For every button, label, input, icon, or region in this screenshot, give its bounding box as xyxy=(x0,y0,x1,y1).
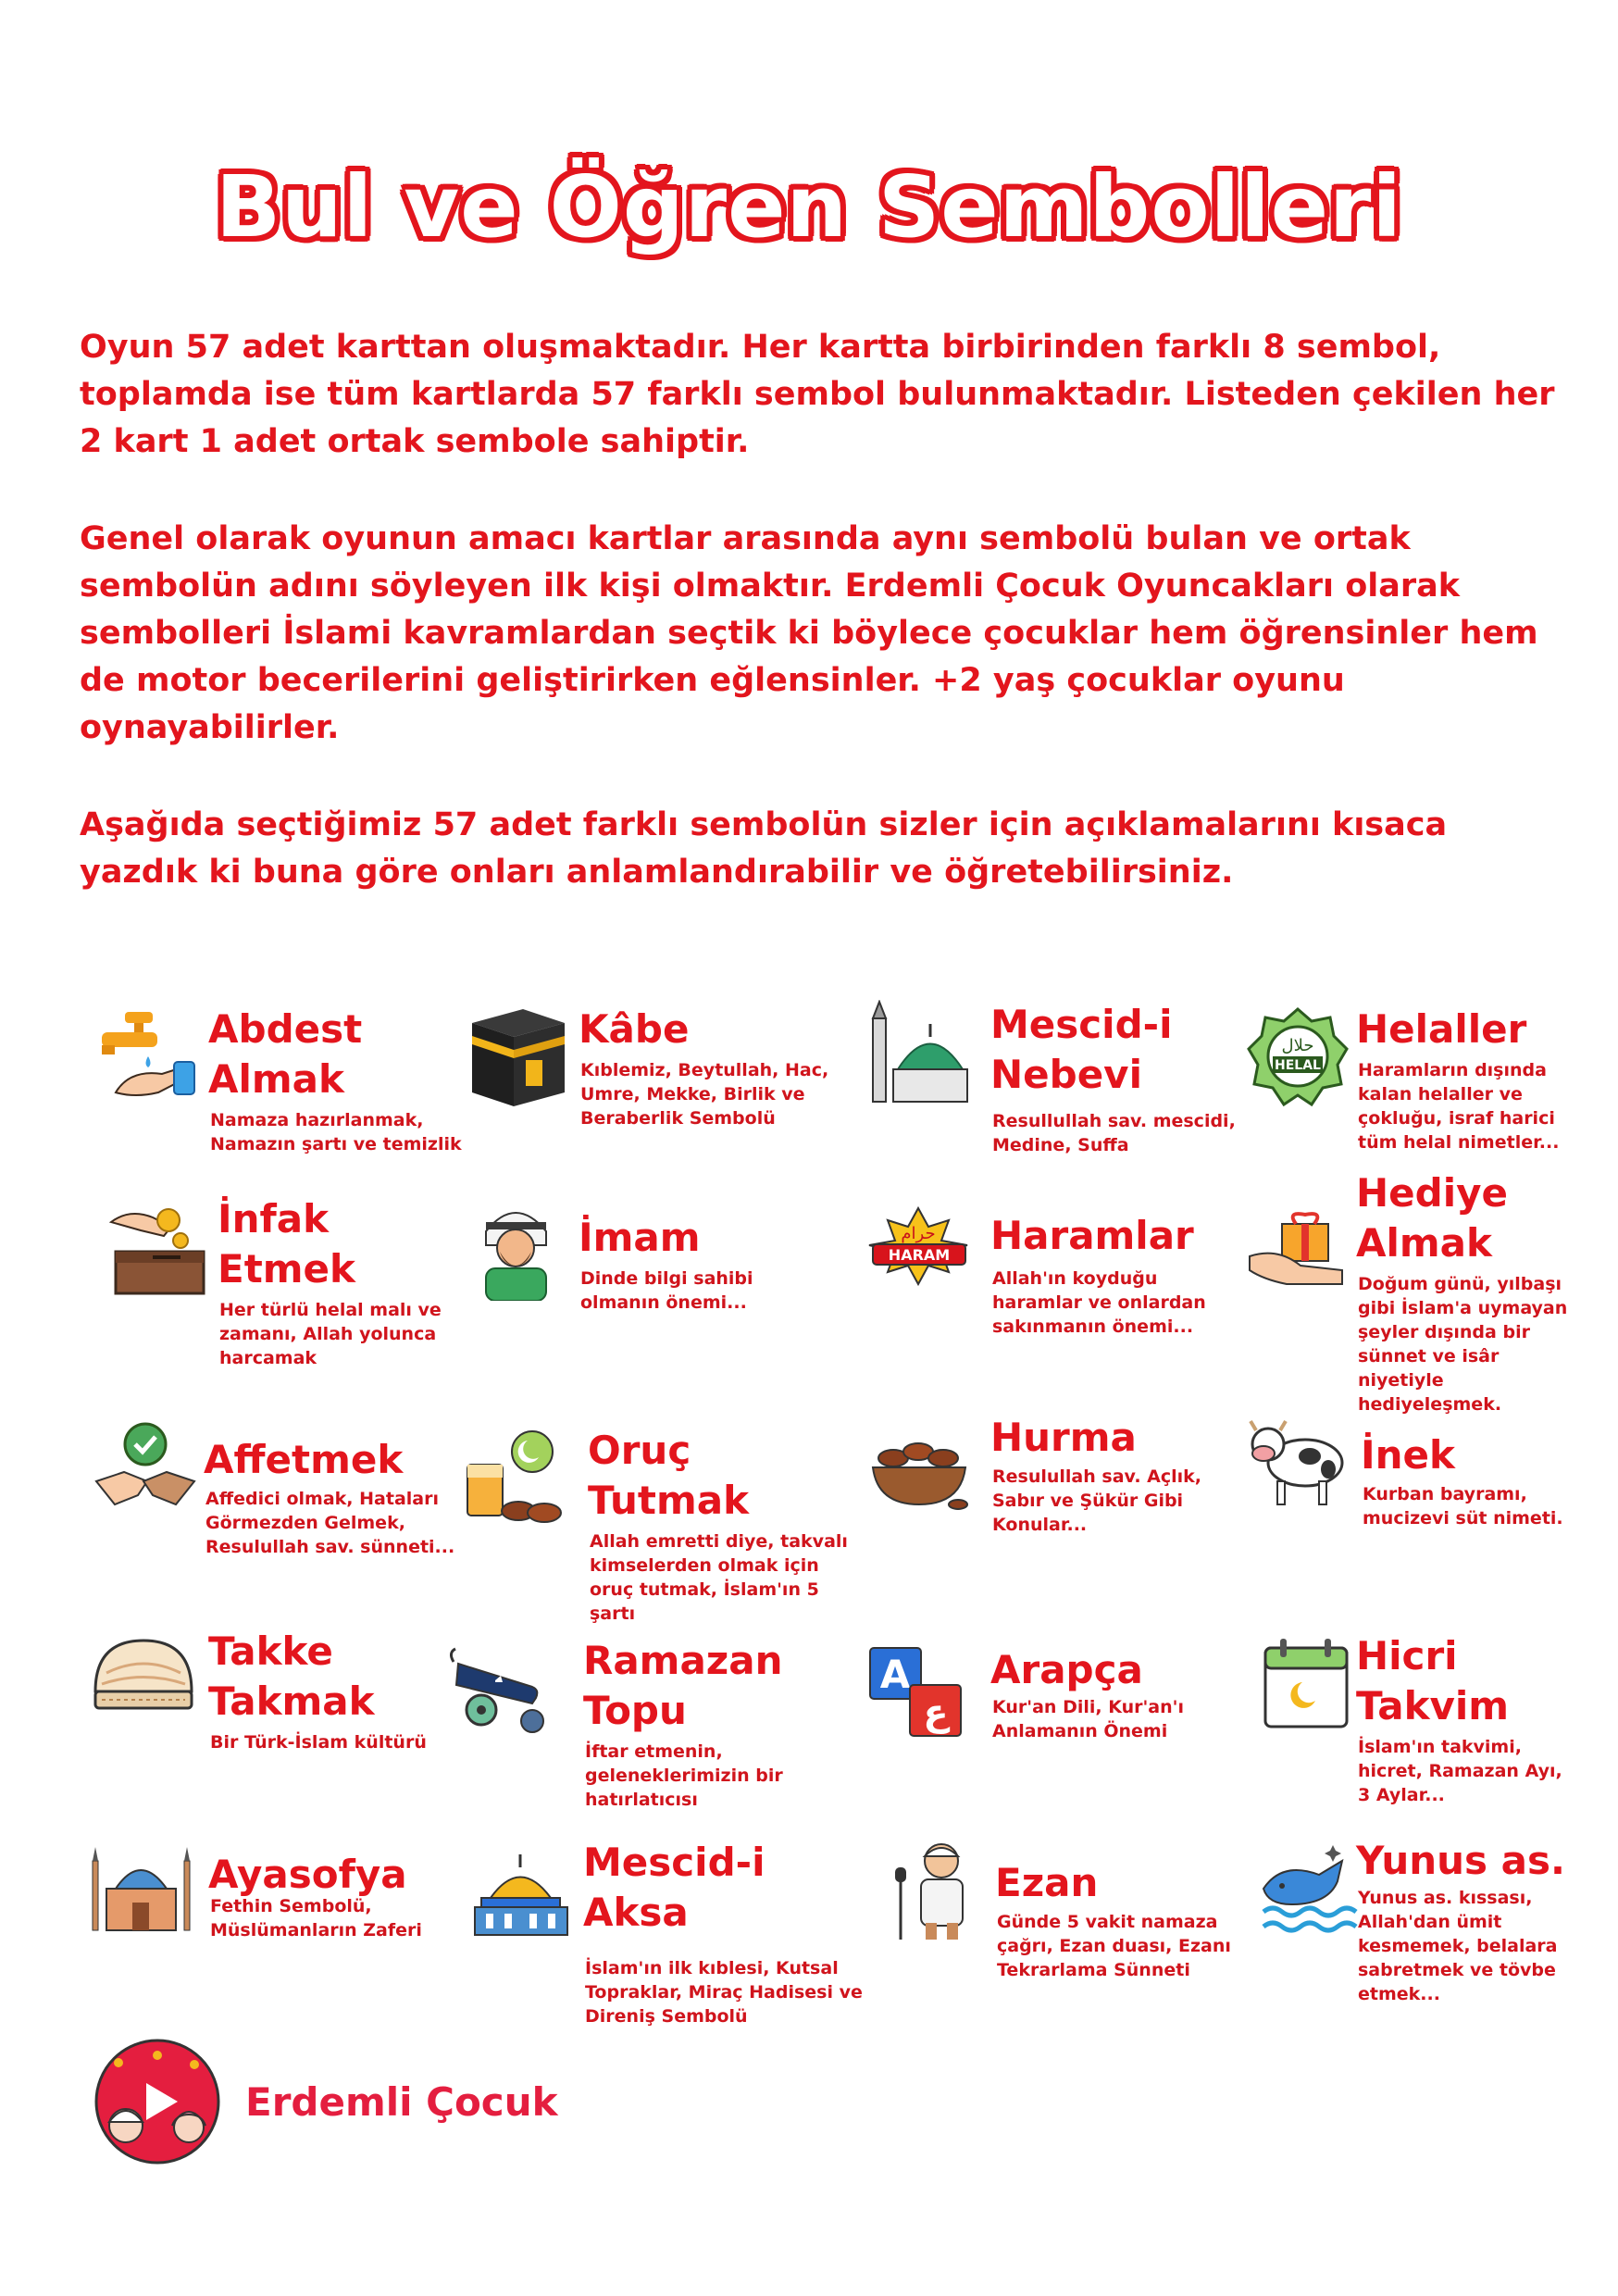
symbol-card-ayasofya xyxy=(88,1842,458,2018)
skullcap-icon xyxy=(88,1627,194,1733)
symbol-description: Bir Türk-İslam kültürü xyxy=(210,1732,427,1753)
cow-icon xyxy=(1245,1412,1351,1518)
symbol-description: Yunus as. kıssası, Allah'dan ümit kesmemek, belalara sabretmek ve tövbe etmek... xyxy=(1358,1888,1558,2004)
symbol-card-mescid-i-nebevi xyxy=(865,1000,1236,1176)
symbol-name: Ezan xyxy=(995,1860,1099,1905)
handshake-icon xyxy=(93,1416,199,1523)
dates-bowl-icon xyxy=(865,1416,972,1523)
symbol-name: Oruç Tutmak xyxy=(588,1428,750,1523)
symbol-name: Takke Takmak xyxy=(208,1628,375,1724)
svg-text:A: A xyxy=(879,1652,911,1697)
symbol-name: İnek xyxy=(1361,1432,1455,1478)
symbol-card-mescid-i-aksa xyxy=(467,1840,863,2027)
symbol-card-helaller xyxy=(1245,1004,1615,1180)
symbol-description: Doğum günü, yılbaşı gibi İslam'a uymayan şeyler dışında bir sünnet ve isâr niyetiyle hediyeleşmek. xyxy=(1358,1274,1568,1415)
symbol-card-ramazan-topu xyxy=(444,1636,815,1812)
symbol-description: İftar etmenin, geleneklerimizin bir hatırlatıcısı xyxy=(585,1741,783,1810)
symbol-name: Ramazan Topu xyxy=(583,1638,783,1733)
symbol-name: Mescid-i Nebevi xyxy=(990,1002,1173,1097)
svg-text:حرام: حرام xyxy=(901,1224,936,1243)
symbol-description: Resulullah sav. Açlık, Sabır ve Şükür Gibi Konular... xyxy=(992,1466,1202,1535)
symbol-description: Resullullah sav. mescidi, Medine, Suffa xyxy=(992,1111,1236,1155)
symbol-card-kabe xyxy=(463,1004,833,1180)
symbol-description: Namaza hazırlanmak, Namazın şartı ve temizlik xyxy=(210,1110,462,1154)
haram-sign-icon xyxy=(865,1194,972,1301)
svg-text:ع: ع xyxy=(923,1691,949,1734)
green-dome-icon xyxy=(865,1000,972,1106)
calendar-icon xyxy=(1254,1631,1361,1738)
symbol-card-hurma xyxy=(865,1416,1236,1592)
symbol-name: Mescid-i Aksa xyxy=(583,1840,765,1935)
symbol-card-abdest xyxy=(93,1004,463,1180)
cannon-icon xyxy=(444,1636,551,1742)
symbol-name: Arapça xyxy=(990,1647,1143,1692)
symbol-name: Yunus as. xyxy=(1356,1838,1565,1883)
symbol-card-oruc xyxy=(463,1426,848,1624)
symbol-description: Dinde bilgi sahibi olmanın önemi... xyxy=(580,1268,753,1313)
symbol-name: Haramlar xyxy=(990,1213,1194,1258)
symbol-description: Allah'ın koyduğu haramlar ve onlardan sakınmanın önemi... xyxy=(992,1268,1206,1337)
symbol-card-ezan xyxy=(884,1838,1254,2014)
symbol-description: Affedici olmak, Hataları Görmezden Gelmek, Resulullah sav. sünneti... xyxy=(205,1489,455,1557)
symbol-card-affetmek xyxy=(93,1416,463,1592)
svg-text:HARAM: HARAM xyxy=(888,1246,951,1264)
symbol-card-haramlar xyxy=(865,1194,1236,1370)
symbol-description: Haramların dışında kalan helaller ve çokluğu, israf harici tüm helal nimetler... xyxy=(1358,1060,1560,1153)
symbol-name: Hediye Almak xyxy=(1356,1170,1508,1266)
symbol-description: Kıblemiz, Beytullah, Hac, Umre, Mekke, Birlik ve Beraberlik Sembolü xyxy=(580,1060,829,1129)
page-title: Bul ve Öğren Sembolleri xyxy=(216,157,1402,256)
symbol-card-hediye xyxy=(1245,1168,1615,1428)
iftar-icon xyxy=(463,1426,569,1532)
imam-icon xyxy=(463,1194,569,1301)
symbol-name: Kâbe xyxy=(579,1006,690,1052)
symbol-description: Fethin Sembolü, Müslümanların Zaferi xyxy=(210,1896,422,1940)
kaaba-icon xyxy=(463,1004,569,1111)
svg-text:HELAL: HELAL xyxy=(1275,1058,1321,1073)
hagia-sophia-icon xyxy=(88,1842,194,1949)
symbol-name: İmam xyxy=(579,1215,701,1260)
gift-icon xyxy=(1245,1205,1351,1312)
halal-badge-icon xyxy=(1245,1004,1351,1111)
symbol-card-infak xyxy=(102,1194,472,1370)
symbol-card-imam xyxy=(463,1194,833,1370)
symbol-description: Kur'an Dili, Kur'an'ı Anlamanın Önemi xyxy=(992,1697,1184,1741)
symbol-description: Kurban bayramı, mucizevi süt nimeti. xyxy=(1363,1484,1563,1529)
symbol-name: Abdest Almak xyxy=(208,1006,363,1102)
symbol-description: Her türlü helal malı ve zamanı, Allah yolunca harcamak xyxy=(219,1300,442,1368)
symbol-name: Ayasofya xyxy=(208,1852,407,1897)
symbol-name: Hurma xyxy=(990,1415,1137,1460)
svg-text:حلال: حلال xyxy=(1281,1036,1314,1055)
symbol-name: Affetmek xyxy=(204,1437,404,1482)
symbol-card-yunus xyxy=(1254,1838,1618,2014)
symbol-description: İslam'ın takvimi, hicret, Ramazan Ayı, 3 Aylar... xyxy=(1358,1737,1562,1805)
symbol-name: İnfak Etmek xyxy=(218,1196,355,1292)
symbol-description: Günde 5 vakit namaza çağrı, Ezan duası, Ezanı Tekrarlama Sünneti xyxy=(997,1912,1231,1980)
intro-paragraph-1: Oyun 57 adet karttan oluşmaktadır. Her kartta birbirinden farklı 8 sembol, toplamda ise tüm kartlarda 57 farklı sembol bulunmaktadır. Listeden çekilen her 2 kart 1 adet ortak sembole sahiptir. xyxy=(80,329,1555,460)
symbol-description: Allah emretti diye, takvalı kimselerden olmak için oruç tutmak, İslam'ın 5 şartı xyxy=(590,1531,848,1624)
symbol-card-arapca xyxy=(865,1643,1236,1819)
whale-icon xyxy=(1254,1838,1361,1944)
muezzin-icon xyxy=(884,1838,990,1944)
donation-box-icon xyxy=(102,1194,208,1301)
faucet-hands-icon xyxy=(93,1004,199,1111)
symbol-name: Hicri Takvim xyxy=(1356,1633,1510,1728)
symbol-card-inek xyxy=(1245,1412,1615,1588)
brand-name: Erdemli Çocuk xyxy=(245,2079,558,2125)
erdemli-cocuk-logo-icon xyxy=(93,2037,222,2166)
intro-paragraph-2: Genel olarak oyunun amacı kartlar arasında aynı sembolü bulan ve ortak sembolün adını söyleyen ilk kişi olmaktır. Erdemli Çocuk Oyuncakları olarak sembolleri İslami kavramlardan seçtik ki böylece çocuklar hem öğrensinler hem de motor becerilerini geliştirirken eğlensinler. +2 yaş çocuklar oyunu oynayabilirler. xyxy=(80,520,1538,746)
symbol-card-takke xyxy=(88,1627,458,1803)
intro-paragraph-3: Aşağıda seçtiğimiz 57 adet farklı sembolün sizler için açıklamalarını kısaca yazdık ki buna göre onları anlamlandırabilir ve öğretebilirsiniz. xyxy=(80,806,1448,891)
symbol-name: Helaller xyxy=(1356,1006,1527,1052)
symbol-description: İslam'ın ilk kıblesi, Kutsal Topraklar, Miraç Hadisesi ve Direniş Sembolü xyxy=(585,1958,863,2027)
symbol-card-hicri-takvim xyxy=(1254,1631,1618,1807)
alphabet-icon xyxy=(865,1643,972,1750)
golden-dome-icon xyxy=(467,1847,574,1953)
